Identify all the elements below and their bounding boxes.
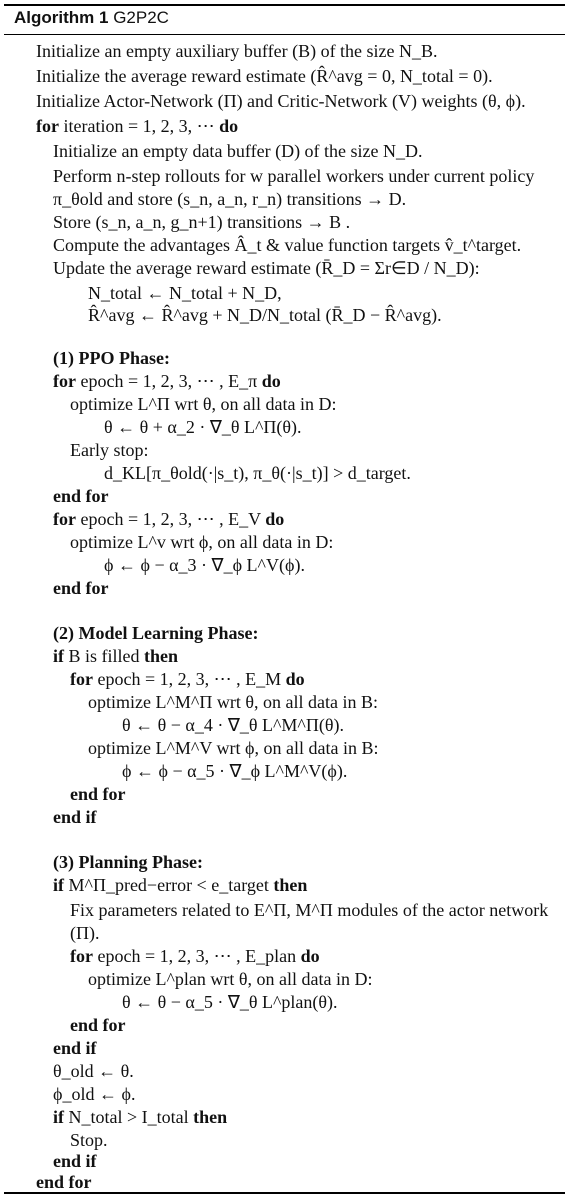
algorithm-line: θ ← θ − α_4 · ∇_θ L^M^Π(θ). (122, 715, 344, 735)
algorithm-line: optimize L^Π wrt θ, on all data in D: (70, 394, 337, 414)
section-heading: (2) Model Learning Phase: (53, 623, 259, 643)
algorithm-caption (14, 8, 169, 28)
algorithm-line: for epoch = 1, 2, 3, ⋯ , E_π do (53, 371, 281, 391)
algorithm-line: ϕ ← ϕ − α_5 · ∇_ϕ L^M^V(ϕ). (122, 761, 348, 781)
algorithm-line: if M^Π_pred−error < e_target then (53, 875, 308, 895)
algorithm-line: end for (70, 784, 126, 804)
algorithm-line: optimize L^plan wrt θ, on all data in D: (88, 969, 373, 989)
algorithm-line: for iteration = 1, 2, 3, ⋯ do (36, 116, 239, 136)
algorithm-line: Update the average reward estimate (R̄_D = Σr∈D / N_D): (53, 258, 480, 278)
section-heading: (1) PPO Phase: (53, 348, 170, 368)
algorithm-line: optimize L^v wrt ϕ, on all data in D: (70, 532, 334, 552)
algorithm-line: θ ← θ + α_2 · ∇_θ L^Π(θ). (104, 417, 302, 437)
algorithm-line: for epoch = 1, 2, 3, ⋯ , E_M do (70, 669, 305, 689)
algorithm-line: end if (53, 1038, 97, 1058)
algorithm-line: N_total ← N_total + N_D, (88, 283, 282, 303)
algorithm-line: Compute the advantages Â_t & value function targets v̂_t^target. (53, 235, 522, 255)
algorithm-line: d_KL[π_θold(·|s_t), π_θ(·|s_t)] > d_target. (104, 463, 411, 483)
algorithm-line: Initialize the average reward estimate (R̂^avg = 0, N_total = 0). (36, 66, 493, 86)
algorithm-line: (Π). (70, 923, 100, 943)
algorithm-line: Initialize an empty data buffer (D) of the size N_D. (53, 141, 423, 161)
algorithm-line: θ ← θ − α_5 · ∇_θ L^plan(θ). (122, 992, 338, 1012)
top-rule (4, 4, 565, 6)
algorithm-line: R̂^avg ← R̂^avg + N_D/N_total (R̄_D − R̂^avg). (88, 305, 442, 325)
algorithm-line: ϕ_old ← ϕ. (53, 1084, 136, 1104)
algorithm-line: end for (53, 486, 109, 506)
algorithm-line: end for (36, 1172, 92, 1192)
bottom-rule (4, 1192, 565, 1194)
algorithm-line: Early stop: (70, 440, 149, 460)
section-heading: (3) Planning Phase: (53, 852, 204, 872)
algorithm-line: if B is filled then (53, 646, 179, 666)
algorithm-line: θ_old ← θ. (53, 1061, 134, 1081)
algorithm-line: end if (53, 807, 97, 827)
algorithm-line: end for (70, 1015, 126, 1035)
algorithm-line: optimize L^M^V wrt ϕ, on all data in B: (88, 738, 379, 758)
algorithm-line: Fix parameters related to E^Π, M^Π modules of the actor network (70, 900, 549, 920)
algorithm-line: end for (53, 578, 109, 598)
algorithm-line: Stop. (70, 1130, 108, 1150)
algorithm-line: π_θold and store (s_n, a_n, r_n) transitions → D. (53, 189, 407, 209)
algorithm-line: Initialize an empty auxiliary buffer (B) of the size N_B. (36, 41, 438, 61)
algorithm-line: for epoch = 1, 2, 3, ⋯ , E_V do (53, 509, 285, 529)
caption-label: Algorithm 1 (14, 8, 109, 27)
algorithm-line: end if (53, 1151, 97, 1171)
algorithm-line: Perform n-step rollouts for w parallel workers under current policy (53, 166, 535, 186)
algorithm-line: Store (s_n, a_n, g_n+1) transitions → B . (53, 212, 351, 232)
algorithm-line: optimize L^M^Π wrt θ, on all data in B: (88, 692, 378, 712)
caption-name: G2P2C (113, 8, 169, 27)
algorithm-line: Initialize Actor-Network (Π) and Critic-Network (V) weights (θ, ϕ). (36, 91, 526, 111)
algorithm-line: ϕ ← ϕ − α_3 · ∇_ϕ L^V(ϕ). (104, 555, 305, 575)
caption-rule (4, 34, 565, 35)
algorithm-line: if N_total > I_total then (53, 1107, 228, 1127)
algorithm-line: for epoch = 1, 2, 3, ⋯ , E_plan do (70, 946, 320, 966)
